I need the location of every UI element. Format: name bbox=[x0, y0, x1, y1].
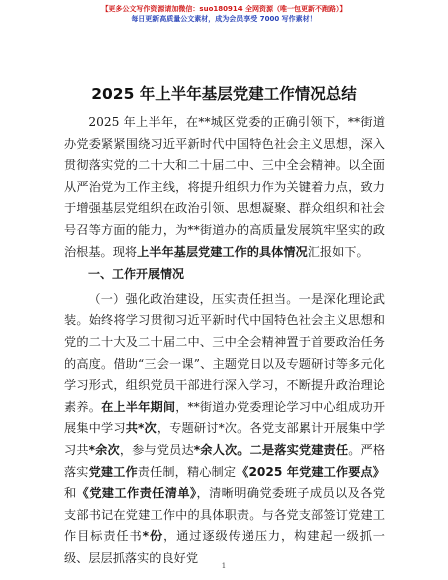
promo-line-2: 每日更新高质量公文素材，成为会员享受 7000 写作素材！ bbox=[131, 15, 317, 23]
promo-line-1: 【更多公文写作资源请加微信：suo180914 全网资源（唯一包更新不跑路）】 bbox=[101, 5, 347, 13]
para-bold-7: 《党建工作责任清单》 bbox=[76, 486, 197, 501]
para-bold-4: *余人次。二是落实党建责任 bbox=[193, 442, 349, 457]
para-bold-5: 党建工作 bbox=[88, 464, 138, 479]
promo-banner bbox=[0, 4, 448, 24]
page-number: 1 bbox=[221, 562, 227, 570]
para-bold-8: *份 bbox=[142, 529, 164, 544]
para-text-4: ，参与党员达 bbox=[119, 442, 194, 457]
intro-text: ，在**城区党委的正确引领下，**街道办党委紧紧围绕习近平新时代中国特色社会主义思想，深入贯彻落实党的二十大和二十届二中、三中全会精神。以全面从严治党为工作主线，将提升组织力作为关键着力点，致力于增强基层党组织在政治引领、思想凝聚、群众组织和社会号召等方面的能力，为**街道办的高质量发展筑牢坚实的政治根基。现将 bbox=[64, 115, 386, 259]
document-body bbox=[64, 112, 385, 569]
para-text-3: ，专题研讨*次。各党支部累计开展集中学习共 bbox=[64, 421, 386, 457]
para-text-1: （一）强化政治建设，压实责任担当。一是深化理论武装。始终将学习贯彻习近平新时代中国特色社会主义思想和党的二十大及二十届二中、三中全会精神置于首要政治任务的高度。借助“三会一课”、主题党日以及专题研讨等多元化学习形式，组织党员干部进行深入学习，不断提升政治理论素养。 bbox=[64, 291, 385, 414]
para-text-7: 和 bbox=[64, 486, 77, 501]
document-title: 2025 年上半年基层党建工作情况总结 bbox=[91, 85, 357, 103]
para-bold-1: 在上半年期间 bbox=[101, 399, 176, 414]
intro-lead: 2025 年上半年 bbox=[88, 115, 174, 129]
section-heading-1: 一、工作开展情况 bbox=[88, 267, 185, 282]
section-paragraph bbox=[64, 289, 385, 570]
para-text-2: ，**街道办党委理论学习中心组成功开展集中学习 bbox=[64, 399, 386, 436]
intro-bold-tail: 上半年基层党建工作的具体情况 bbox=[137, 244, 308, 259]
intro-end: 汇报如下。 bbox=[307, 244, 369, 259]
para-bold-6: 《2025 年党建工作要点》 bbox=[236, 464, 385, 479]
para-text-6: 责任制，精心制定 bbox=[137, 464, 237, 479]
para-bold-2: 共*次 bbox=[125, 421, 157, 436]
para-text-9: ，通过逐级传递压力，构建起一级抓一级、层层抓落实的良好党 bbox=[64, 529, 385, 565]
para-bold-3: *余次 bbox=[88, 442, 120, 457]
para-text-8: ，清晰明确党委班子成员以及各党支部书记在党建工作中的具体职责。与各党支部签订党建工作目标责任书 bbox=[64, 486, 386, 544]
intro-paragraph bbox=[64, 112, 385, 263]
para-text-5: 。严格落实 bbox=[64, 442, 386, 479]
